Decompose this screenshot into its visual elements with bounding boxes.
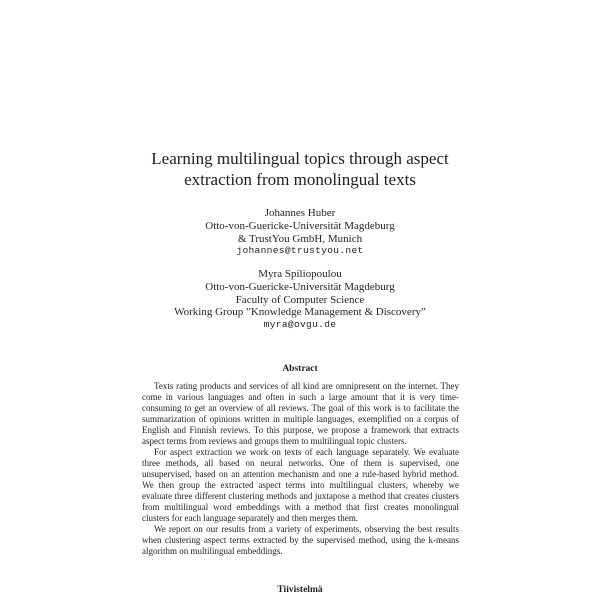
author-affiliation-line: Faculty of Computer Science [235,293,365,306]
paper-title-text: Learning multilingual topics through aspect extraction from monolingual texts [151,149,449,189]
abstract-body [142,381,459,557]
abstract-heading: Abstract [282,364,318,374]
abstract-paragraph: We report on our results from a variety of experiments, observing the best results when clustering aspect terms extracted by the supervised method, using the k-means algorithm on multilingual embeddings. [142,524,459,556]
author-affiliation-line: & TrustYou GmbH, Munich [237,232,363,245]
paper-title [0,148,600,190]
author-name: Johannes Huber [264,207,336,219]
author-affiliation-line: Working Group ”Knowledge Management & Discovery” [174,306,426,319]
author-block-myra-spiliopoulou [0,268,600,332]
abstract-paragraph: For aspect extraction we work on texts of each language separately. We evaluate three methods, all based on neural networks. One of them is supervised, one unsupervised, based on an attention mechanism and one a rule-based hybrid method. We then group the extracted aspect terms into multilingual clusters, whereby we evaluate three different clustering methods and juxtapose a method that creates clusters from multilingual word embeddings with a method that first creates monolingual clusters for each language separately and then merges them. [142,447,459,523]
author-affiliation-line: Otto-von-Guericke-Universität Magdeburg [205,219,395,232]
author-affiliation-line: Otto-von-Guericke-Universität Magdeburg [205,280,395,293]
author-email: johannes@trustyou.net [236,245,364,257]
author-block-johannes-huber [0,207,600,258]
author-email: myra@ovgu.de [263,319,337,331]
abstract-paragraph: Texts rating products and services of all kind are omnipresent on the internet. They come in various languages and often in such a large amount that it is very time-consuming to get an overview of all reviews. The goal of this work is to facilitate the summarization of opinions written in multiple languages, exemplified on a corpus of English and Finnish reviews. To this purpose, we propose a framework that extracts aspect terms from reviews and groups them to multilingual topic clusters. [142,381,459,446]
tiivistelma-heading: Tiivistelmä [277,585,323,595]
author-name: Myra Spiliopoulou [258,268,342,280]
